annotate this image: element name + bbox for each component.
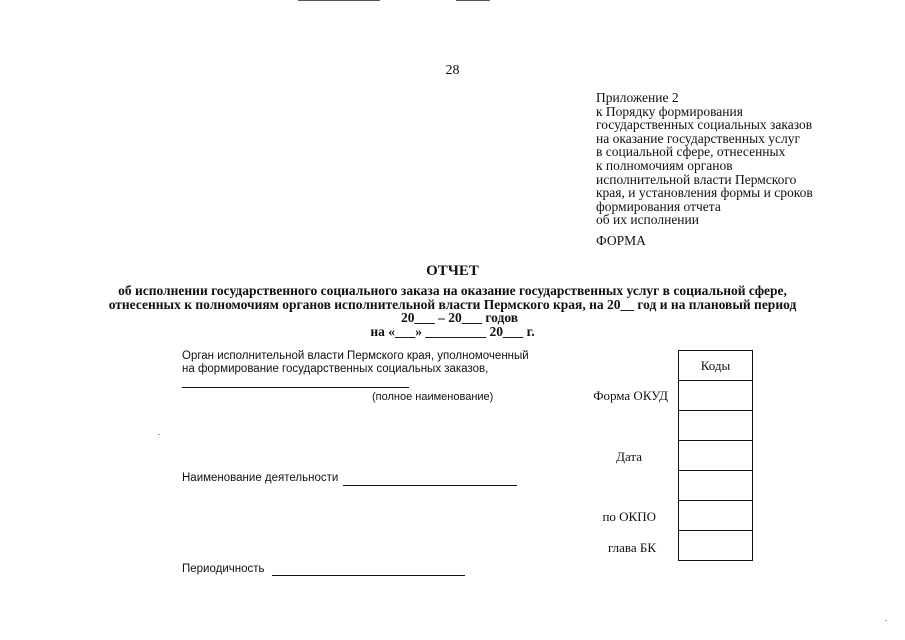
top-edge-line [298, 0, 380, 1]
activity-field[interactable] [343, 485, 517, 486]
codes-table [678, 350, 753, 561]
organ-line: на формирование государственных социальных заказов, [182, 363, 489, 375]
activity-label: Наименование деятельности [182, 472, 339, 484]
subtitle-line: отнесенных к полномочиям органов исполнительной власти Пермского края, на 20__ год и на плановый период [108, 296, 797, 312]
periodicity-label: Периодичность [182, 563, 265, 575]
appendix-line: Приложение 2 [596, 90, 679, 105]
code-cell[interactable] [679, 411, 753, 441]
bk-code-cell[interactable] [679, 531, 753, 561]
appendix-line: края, и установления формы и сроков [596, 185, 813, 201]
date-label: Дата [616, 449, 642, 464]
subtitle-line: на «___» _________ 20___ г. [370, 323, 535, 339]
scan-speck [158, 434, 160, 435]
organ-name-hint: (полное наименование) [372, 391, 494, 403]
report-title: ОТЧЕТ [426, 263, 479, 279]
organ-label [182, 350, 529, 376]
appendix-line: к полномочиям органов [596, 157, 733, 173]
page-number: 28 [445, 63, 460, 78]
scan-speck [885, 620, 887, 621]
top-edge-line [456, 0, 490, 1]
bk-label: глава БК [607, 540, 656, 555]
subtitle-line: об исполнении государственного социального заказа на оказание государственных услуг в социальной сфере, [118, 283, 787, 298]
periodicity-field[interactable] [272, 575, 465, 576]
organ-line: Орган исполнительной власти Пермского края, уполномоченный [182, 350, 529, 362]
appendix-line: к Порядку формирования [596, 103, 743, 119]
code-cell[interactable] [679, 471, 753, 501]
appendix-line: об их исполнении [596, 212, 699, 228]
appendix-line: формирования отчета [596, 198, 721, 214]
appendix-line: государственных социальных заказов [596, 117, 813, 133]
report-subtitle [30, 284, 875, 338]
okpo-code-cell[interactable] [679, 501, 753, 531]
okud-label: Форма ОКУД [593, 388, 668, 403]
subtitle-line: 20___ – 20___ годов [400, 310, 519, 325]
appendix-block [596, 91, 813, 227]
okpo-label: по ОКПО [602, 509, 656, 524]
appendix-line: на оказание государственных услуг [596, 130, 801, 146]
okud-code-cell[interactable] [679, 381, 753, 411]
codes-header: Коды [679, 351, 753, 381]
appendix-line: в социальной сфере, отнесенных [596, 144, 786, 160]
organ-name-field[interactable] [182, 387, 409, 388]
form-label: ФОРМА [596, 233, 646, 248]
appendix-line: исполнительной власти Пермского [596, 171, 797, 187]
date-code-cell[interactable] [679, 441, 753, 471]
